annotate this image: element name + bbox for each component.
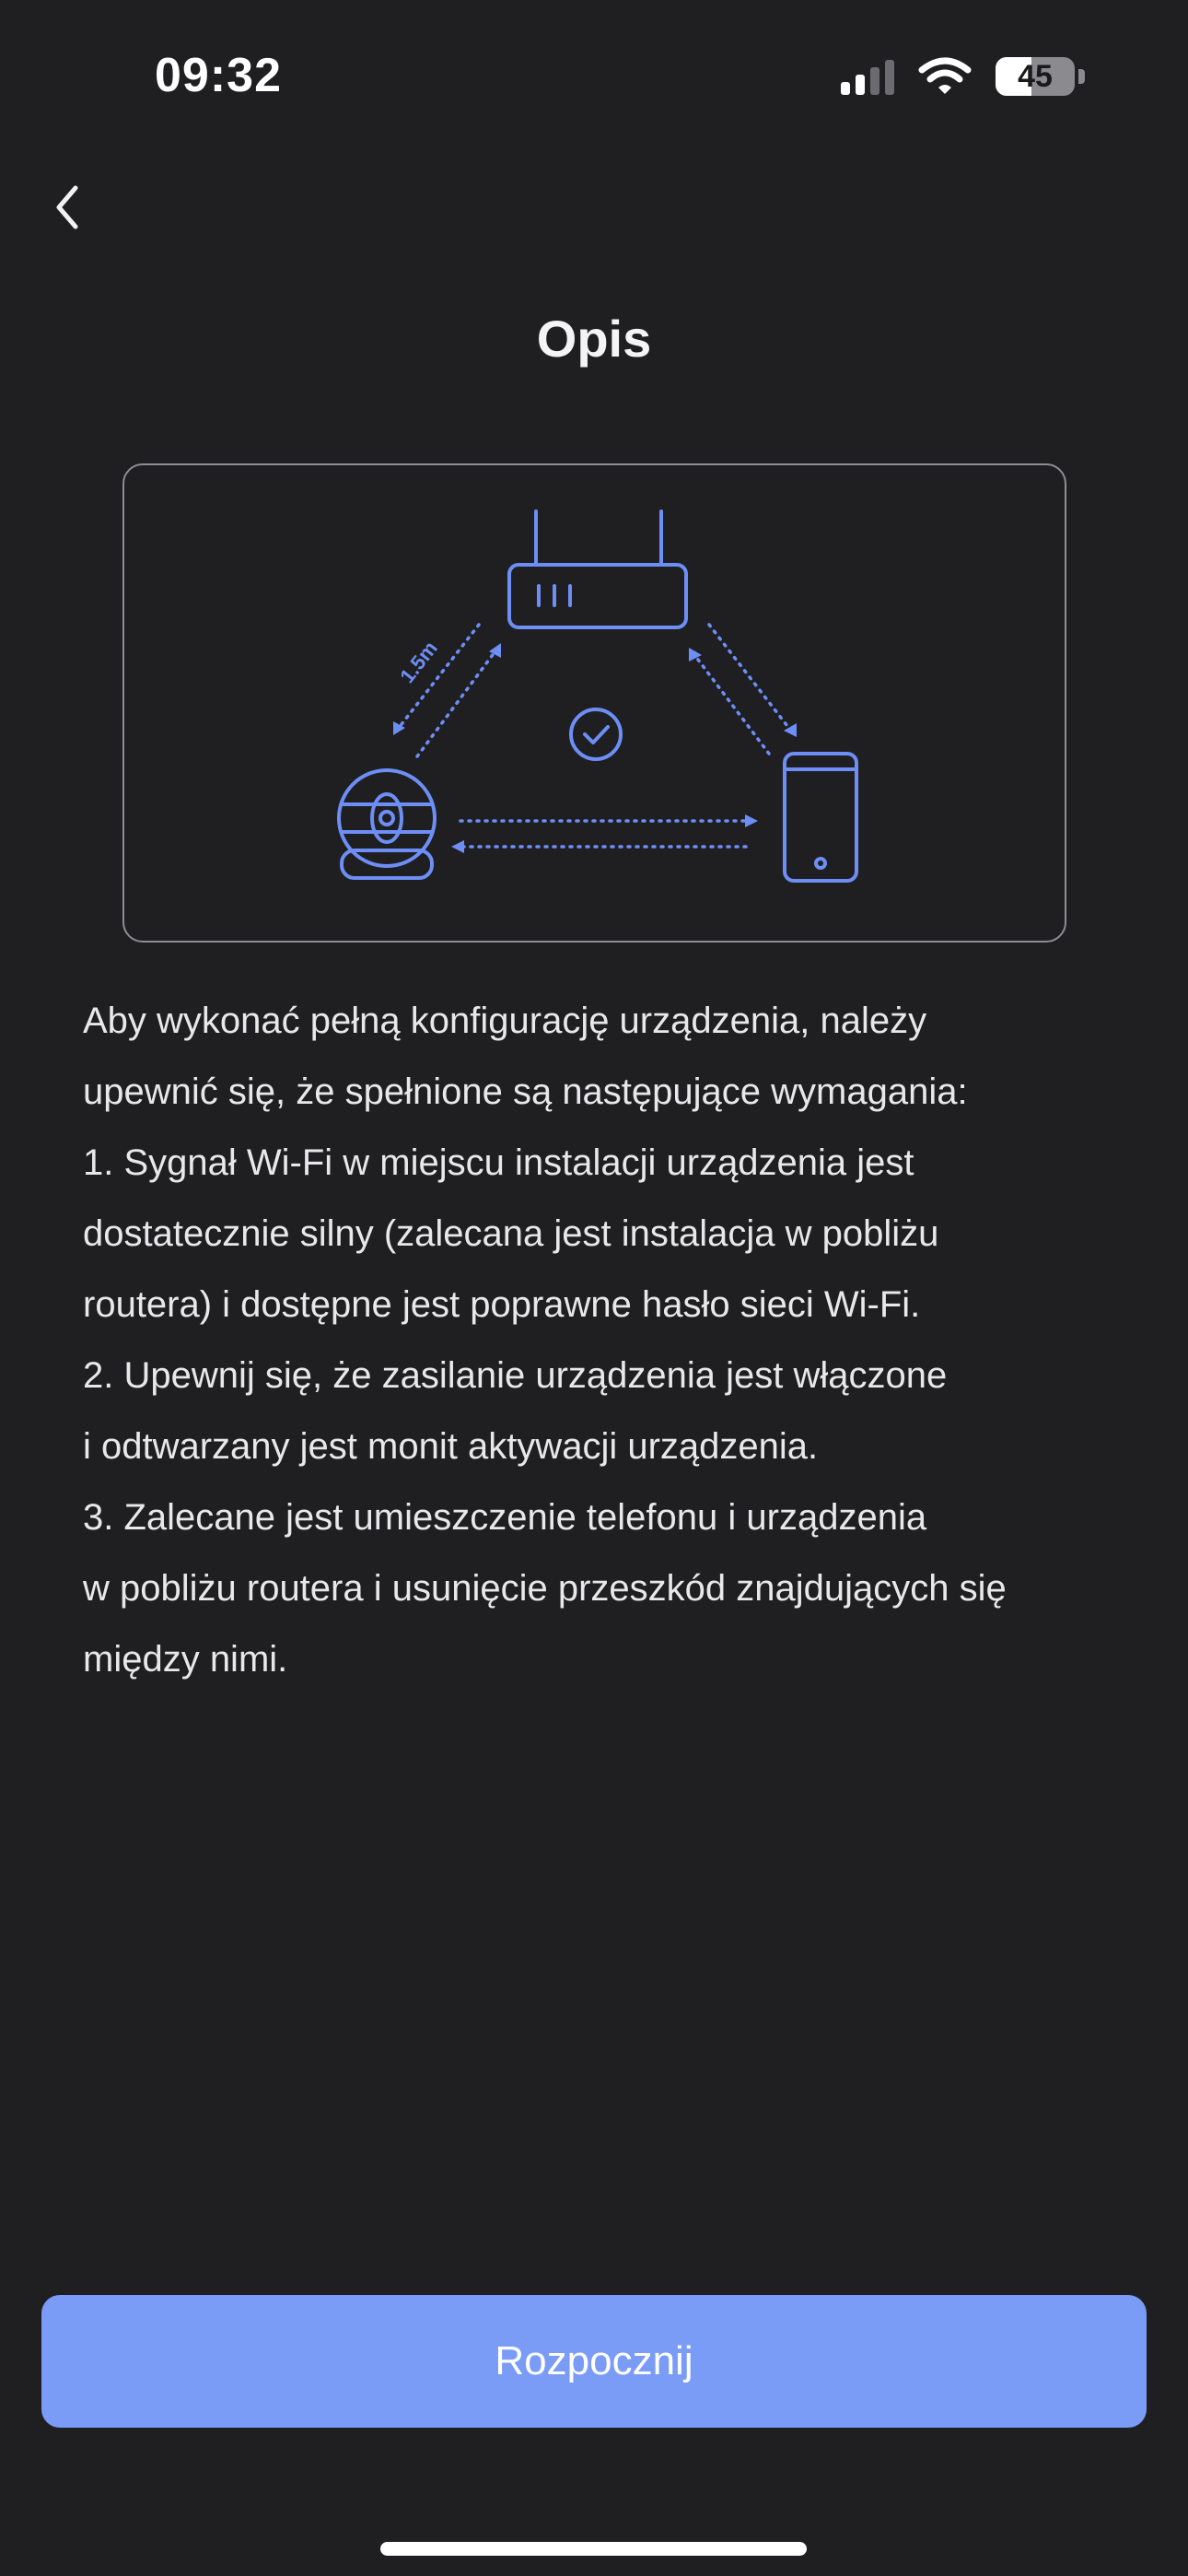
- description-line: upewnić się, że spełnione są następujące wymagania:: [83, 1071, 968, 1112]
- cellular-signal-icon: [841, 58, 894, 95]
- battery-icon: [996, 57, 1075, 96]
- description-line: Aby wykonać pełną konfigurację urządzenia, należy: [83, 1001, 927, 1041]
- router-icon: [509, 511, 686, 627]
- connection-arrows: [399, 625, 790, 847]
- distance-label: 1.5m: [395, 637, 442, 688]
- description-line: w pobliżu routera i usunięcie przeszkód znajdujących się: [83, 1568, 1007, 1609]
- back-button[interactable]: [44, 175, 90, 240]
- battery-tip: [1078, 69, 1085, 84]
- description-line: 1. Sygnał Wi-Fi w miejscu instalacji urządzenia jest: [83, 1142, 914, 1183]
- description-line: dostatecznie silny (zalecana jest instalacja w pobliżu: [83, 1213, 939, 1254]
- description-line: i odtwarzany jest monit aktywacji urządzenia.: [83, 1426, 819, 1467]
- wifi-icon: [918, 57, 972, 96]
- setup-diagram: [124, 465, 1068, 944]
- home-indicator[interactable]: [380, 2542, 807, 2556]
- description-line: między nimi.: [83, 1639, 288, 1680]
- battery-level: 45: [1018, 58, 1053, 94]
- camera-icon: [339, 770, 435, 878]
- illustration-card: [122, 463, 1066, 943]
- description-line: 3. Zalecane jest umieszczenie telefonu i urządzenia: [83, 1497, 927, 1538]
- description-line: 2. Upewnij się, że zasilanie urządzenia jest włączone: [83, 1355, 948, 1396]
- status-time: 09:32: [155, 49, 282, 102]
- start-button[interactable]: Rozpocznij: [41, 2295, 1147, 2428]
- check-circle-icon: [571, 709, 621, 759]
- chevron-left-icon: [53, 184, 81, 230]
- requirements-description: [83, 986, 1105, 1695]
- page-title: Opis: [536, 310, 652, 368]
- description-line: routera) i dostępne jest poprawne hasło sieci Wi-Fi.: [83, 1284, 921, 1325]
- phone-icon: [785, 754, 856, 881]
- status-icons: [841, 57, 1085, 96]
